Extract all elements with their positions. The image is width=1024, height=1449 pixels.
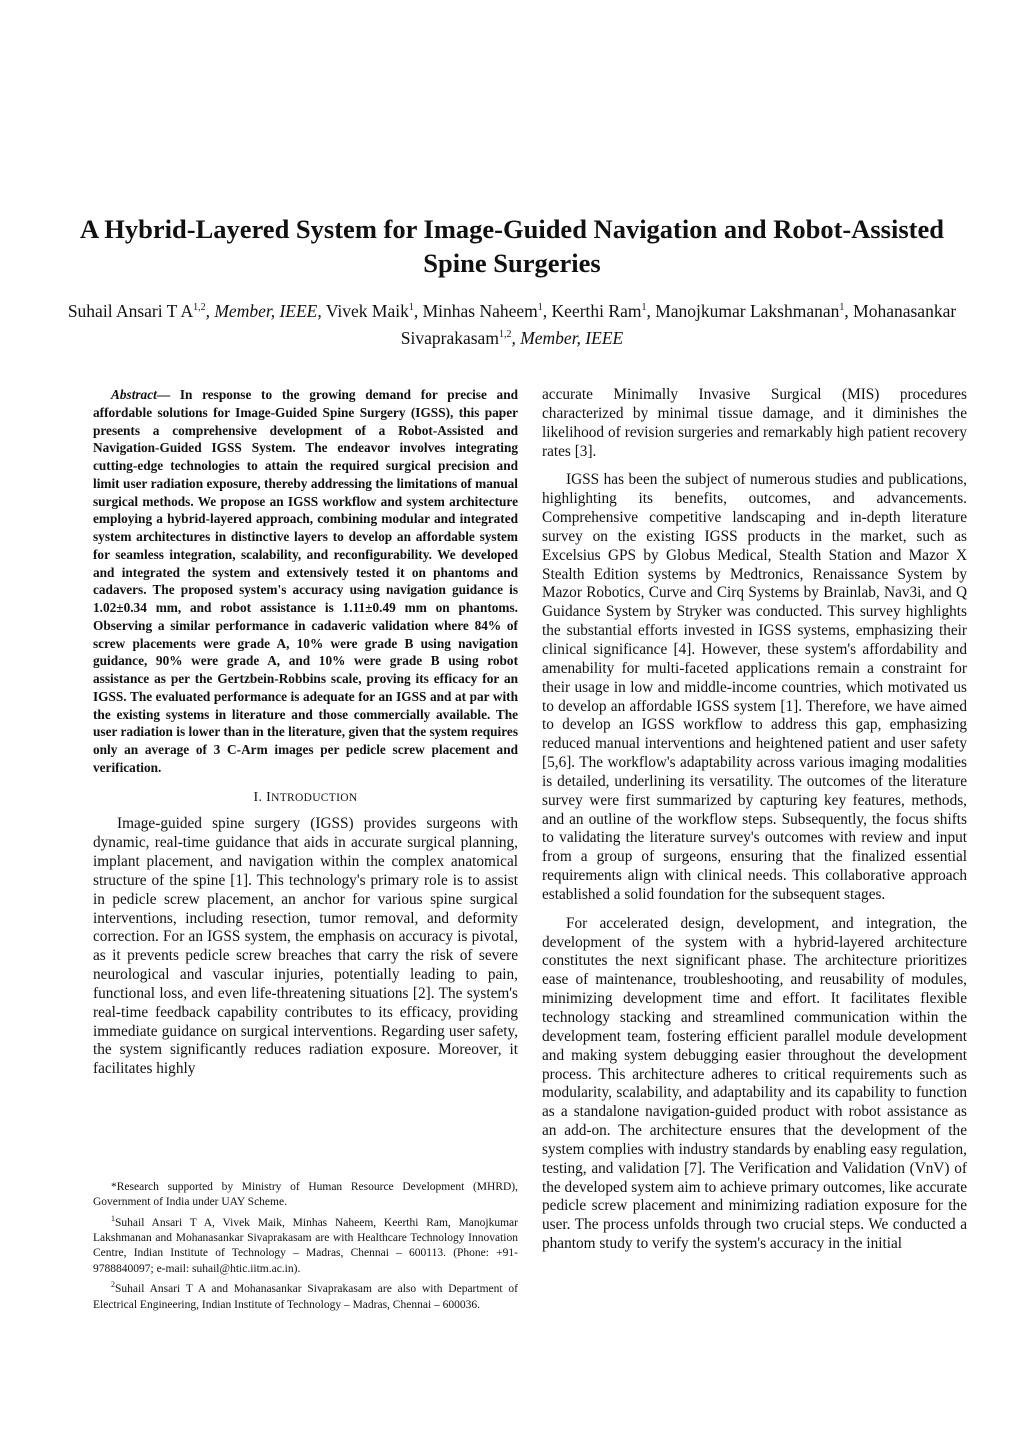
body-paragraph: For accelerated design, development, and integration, the development of the system with a hybrid-layered architecture constitutes the next significant phase. The architecture prioritizes ease of maintenance, troubleshooting, and reusability of modules, minimizing development time and effort. It facilitates flexible technology stacking and streamlined communication within the development team, fostering efficient parallel module development and making system debugging easier throughout the development process. This architecture adheres to critical requirements such as modularity, scalability, and adaptability and its capability to function as a standalone navigation-guided product with robot assistance as an add-on. The architecture ensures that the development of the system complies with industry standards by enabling easy regulation, testing, and validation [7]. The Verification and Validation (VnV) of the developed system aim to achieve primary outcomes, like accurate pedicle screw placement and minimizing radiation exposure for the user. The process unfolds through two crucial steps. We conducted a phantom study to verify the system's accuracy in the initial bbox=[542, 914, 967, 1253]
intro-paragraph: Image-guided spine surgery (IGSS) provides surgeons with dynamic, real-time guidance that aids in accurate surgical planning, implant placement, and navigation within the complex anatomical structure of the spine [1]. This technology's primary role is to assist in pedicle screw placement, an anchor for various spine surgical interventions, including resection, tumor removal, and deformity correction. For an IGSS system, the emphasis on accuracy is pivotal, as it prevents pedicle screw breaches that carry the risk of severe neurological and vascular injuries, potentially leading to pain, functional loss, and even life-threatening situations [2]. The system's real-time feedback capability contributes to its efficacy, providing immediate guidance on surgical interventions. Regarding user safety, the system significantly reduces radiation exposure. Moreover, it facilitates highly bbox=[93, 815, 518, 1078]
footnote-sup: 1 bbox=[111, 1213, 115, 1223]
footnote-sup: 2 bbox=[111, 1280, 115, 1290]
abstract-label: Abstract bbox=[111, 387, 157, 402]
author-name: Vivek Maik bbox=[321, 300, 409, 321]
author-role: , Member, IEEE bbox=[511, 327, 624, 348]
footnotes bbox=[93, 1180, 518, 1313]
footnote-funding: *Research supported by Ministry of Human Resource Development (MHRD), Government of India under UAY Scheme. bbox=[93, 1181, 518, 1209]
author-name: Suhail Ansari T A bbox=[67, 300, 194, 321]
paper-title: A Hybrid-Layered System for Image-Guided Navigation and Robot-Assisted Spine Surgeries bbox=[80, 214, 944, 278]
body-paragraph: IGSS has been the subject of numerous studies and publications, highlighting its benefits, outcomes, and advancements. Comprehensive competitive landscaping and in-depth literature survey on the existing IGSS products in the market, such as Excelsius GPS by Globus Medical, Stealth Station and Mazor X Stealth Edition systems by Medtronics, Renaissance System by Mazor Robotics, Curve and Cirq Systems by Brainlab, Nav3i, and Q Guidance System by Stryker was conducted. This survey highlights the substantial efforts invested in IGSS systems, emphasizing their clinical significance [4]. However, these system's affordability and amenability for multi-faceted applications remain a constraint for their usage in low and middle-income countries, which motivated us to develop an affordable IGSS system [1]. Therefore, we have aimed to develop an IGSS workflow to address this gap, emphasizing reduced manual interventions and heightened patient and user safety [5,6]. The workflow's adaptability across various imaging modalities is detailed, underlining its versatility. The outcomes of the literature survey were first summarized by capturing key features, methods, and an outline of the workflow steps. Subsequently, the focus shifts to validating the literature survey's outcomes with review and input from a group of surgeons, ensuring that the finalized essential requirements align with clinical needs. This collaborative approach established a solid foundation for the subsequent stages. bbox=[542, 471, 967, 903]
author-sep: , bbox=[413, 300, 419, 321]
footnote-affiliation-1 bbox=[93, 1211, 518, 1277]
author-affiliation-sup: 1 bbox=[537, 302, 543, 313]
section-title-first-letter: I bbox=[266, 789, 272, 805]
author-affiliation-sup: 1 bbox=[839, 302, 845, 313]
author-sep: , bbox=[542, 300, 548, 321]
author-name: Mohanasankar Sivaprakasam bbox=[400, 300, 957, 348]
abstract-text: — In response to the growing demand for precise and affordable solutions for Image-Guided Spine Surgery (IGSS), this paper presents a comprehensive development of a Robot-Assisted and Navigation-Guided IGSS System. The endeavor involves integrating cutting-edge technologies to attain the required surgical precision and limit user radiation exposure, thereby addressing the limitations of manual surgical methods. We propose an IGSS workflow and system architecture employing a hybrid-layered approach, combining modular and integrated system architectures in distinctive layers to develop an affordable system for seamless integration, scalability, and reconfigurability. We developed and integrated the system and extensively tested it on phantoms and cadavers. The proposed system's accuracy using navigation guidance is 1.02±0.34 mm, and robot assistance is 1.11±0.49 mm on phantoms. Observing a similar performance in cadaveric validation where 84% of screw placements were grade A, 10% were grade B using navigation guidance, 90% were grade A, and 10% were grade B using robot assistance as per the Gertzbein-Robbins scale, proving its efficacy for an IGSS. The evaluated performance is adequate for an IGSS and at par with the existing systems in literature and those commercially available. The user radiation is lower than in the literature, given that the system requires only an average of 3 C-Arm images per pedicle screw placement and verification. bbox=[93, 387, 518, 775]
footnote-affiliation-2 bbox=[93, 1277, 518, 1313]
section-title-rest: NTRODUCTION bbox=[271, 791, 358, 804]
author-sep: , bbox=[844, 300, 849, 321]
author-list bbox=[60, 296, 964, 350]
author-role: , Member, IEEE, bbox=[205, 300, 322, 321]
footnote-text: Suhail Ansari T A and Mohanasankar Sivaprakasam are also with Department of Electrical Engineering, Indian Institute of Technology – Madras, Chennai – 600036. bbox=[93, 1283, 518, 1311]
section-heading-introduction bbox=[93, 789, 518, 808]
body-paragraph: accurate Minimally Invasive Surgical (MIS) procedures characterized by minimal tissue damage, and it diminishes the likelihood of revision surgeries and remarkably high patient recovery rates [3]. bbox=[542, 386, 967, 460]
section-number: I. bbox=[253, 789, 263, 805]
author-name: Minhas Naheem bbox=[418, 300, 538, 321]
author-name: Keerthi Ram bbox=[547, 300, 642, 321]
author-affiliation-sup: 1,2 bbox=[193, 302, 206, 313]
author-affiliation-sup: 1 bbox=[408, 302, 414, 313]
abstract bbox=[93, 386, 518, 777]
author-sep: , bbox=[646, 300, 651, 321]
author-affiliation-sup: 1,2 bbox=[498, 328, 512, 340]
right-column bbox=[542, 386, 967, 1264]
left-column bbox=[93, 386, 518, 1089]
author-affiliation-sup: 1 bbox=[641, 302, 647, 313]
footnote-text: Suhail Ansari T A, Vivek Maik, Minhas Naheem, Keerthi Ram, Manojkumar Lakshmanan and Mohanasankar Sivaprakasam are with Healthcare Technology Innovation Centre, Indian Institute of Technology – Madras, Chennai – 600113. (Phone: +91-9788840097; e-mail: suhail@htic.iitm.ac.in). bbox=[93, 1216, 518, 1275]
author-name: Manojkumar Lakshmanan bbox=[650, 300, 840, 321]
